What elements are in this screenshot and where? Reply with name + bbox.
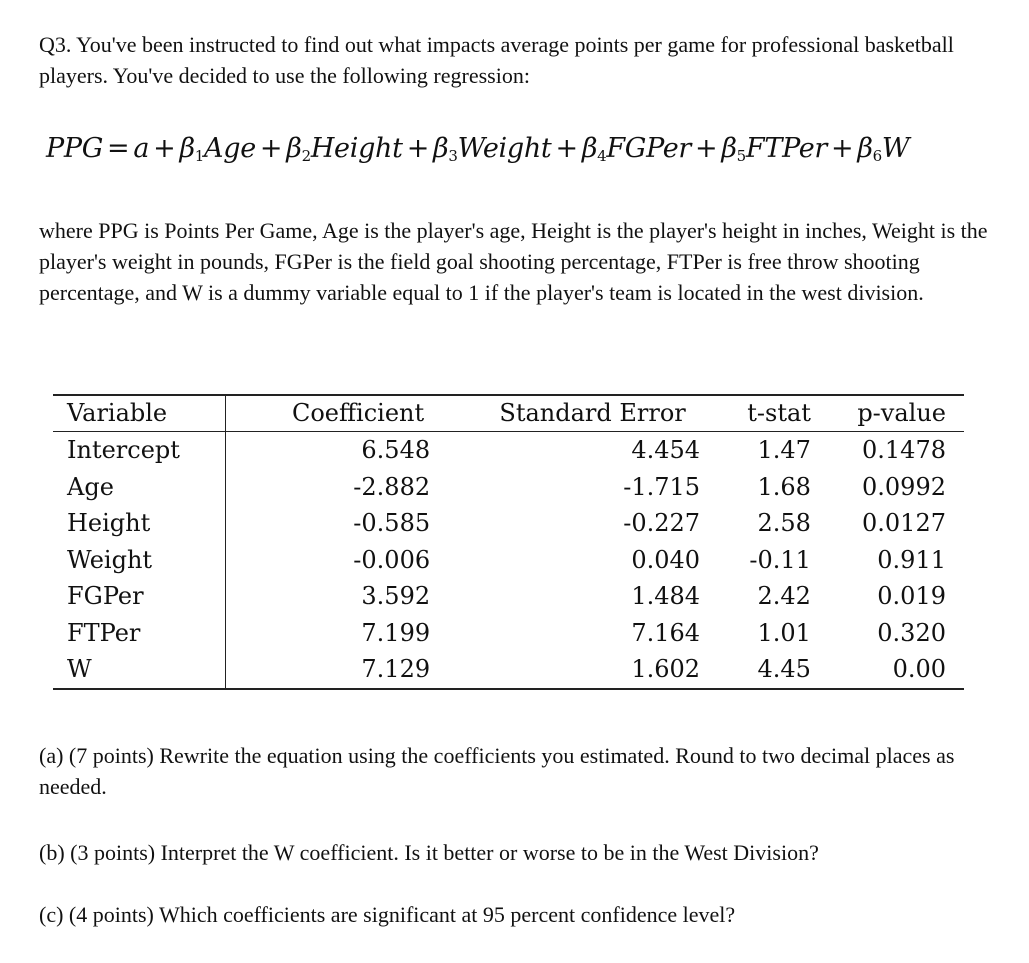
regression-table <box>53 394 964 690</box>
cell-variable: Age <box>53 469 225 506</box>
cell-standard-error: 1.602 <box>631 655 701 683</box>
cell-standard-error: 4.454 <box>631 436 701 464</box>
equation-lhs: PPG <box>46 133 104 164</box>
cell-coefficient: -0.585 <box>353 509 431 537</box>
cell-coefficient: 7.199 <box>361 618 431 647</box>
equation-var-height: Height <box>310 133 403 164</box>
cell-standard-error: 0.040 <box>631 545 701 574</box>
equation-var-ftper: FTPer <box>745 133 828 164</box>
part-a-question: (a) (7 points) Rewrite the equation using the coefficients you estimated. Round to two decimal places as needed. <box>39 743 955 799</box>
cell-p-value: 0.0127 <box>862 509 946 537</box>
header-variable: Variable <box>53 395 225 432</box>
header-p-value: p-value <box>857 399 946 427</box>
table-row <box>53 432 964 469</box>
header-coefficient: Coefficient <box>291 399 425 427</box>
cell-t-stat: 1.68 <box>757 472 811 501</box>
part-b-question: (b) (3 points) Interpret the W coefficient. Is it better or worse to be in the West Division? <box>39 840 819 865</box>
equation-var-fgper: FGPer <box>606 133 692 164</box>
equation-var-age: Age <box>204 133 256 164</box>
cell-p-value: 0.00 <box>892 655 946 683</box>
cell-p-value: 0.911 <box>877 545 946 574</box>
equation-subscript: 5 <box>736 147 746 165</box>
equation-subscript: 1 <box>194 147 205 165</box>
equation-beta: β <box>433 133 449 164</box>
equation-beta: β <box>286 133 302 164</box>
table-row <box>53 615 964 652</box>
cell-variable: FTPer <box>53 615 225 652</box>
question-intro: Q3. You've been instructed to find out what impacts average points per game for professional basketball players. You've decided to use the following regression: <box>39 32 954 88</box>
equation-subscript: 4 <box>597 147 607 165</box>
cell-variable: Intercept <box>53 432 225 469</box>
equation-subscript: 6 <box>872 147 882 165</box>
cell-coefficient: 7.129 <box>361 655 431 683</box>
table-row <box>53 469 964 506</box>
table-row <box>53 578 964 615</box>
cell-standard-error: -1.715 <box>623 472 701 501</box>
cell-standard-error: 1.484 <box>631 582 701 610</box>
variable-definitions: where PPG is Points Per Game, Age is the player's age, Height is the player's height in inches, Weight is the player's weight in pounds, FGPer is the field goal shooting percentage, FTPer is free throw shooting percentage, and W is a dummy variable equal to 1 if the player's team is located in the west division. <box>39 218 988 305</box>
table-row <box>53 542 964 579</box>
equation-subscript: 3 <box>448 147 458 165</box>
equation-beta: β <box>721 133 737 164</box>
cell-p-value: 0.019 <box>877 582 946 610</box>
cell-t-stat: 1.47 <box>757 436 811 464</box>
equation-term-intercept: a <box>133 133 150 164</box>
equation-var-w: W <box>881 133 910 164</box>
cell-variable: Height <box>53 505 225 542</box>
cell-variable: FGPer <box>53 578 225 615</box>
cell-t-stat: 4.45 <box>757 655 811 683</box>
cell-standard-error: 7.164 <box>631 618 701 647</box>
cell-t-stat: 2.42 <box>757 582 811 610</box>
regression-equation: PPG = $a + \beta_1Age$ + $\beta_2Height$ + $\beta_3Weight$ + $\beta_4FGPer$ + $\beta_5FTPer + \beta_6W$ <box>46 133 910 165</box>
header-t-stat: t-stat <box>747 399 811 427</box>
cell-coefficient: 3.592 <box>361 582 431 610</box>
cell-t-stat: 2.58 <box>757 509 811 537</box>
equation-beta: β <box>179 133 195 164</box>
cell-t-stat: -0.11 <box>749 545 811 574</box>
cell-coefficient: 6.548 <box>361 436 431 464</box>
cell-variable: W <box>53 651 225 689</box>
cell-p-value: 0.320 <box>877 618 946 647</box>
table-row <box>53 651 964 689</box>
table-header-row <box>53 395 964 432</box>
cell-p-value: 0.0992 <box>862 472 946 501</box>
cell-standard-error: -0.227 <box>623 509 701 537</box>
cell-coefficient: -0.006 <box>353 545 431 574</box>
table-row <box>53 505 964 542</box>
equation-var-weight: Weight <box>457 133 552 164</box>
cell-coefficient: -2.882 <box>353 472 431 501</box>
equation-subscript: 2 <box>301 147 311 165</box>
cell-t-stat: 1.01 <box>757 618 811 647</box>
cell-p-value: 0.1478 <box>862 436 946 464</box>
cell-variable: Weight <box>53 542 225 579</box>
part-c-question: (c) (4 points) Which coefficients are significant at 95 percent confidence level? <box>39 902 736 927</box>
equation-beta: β <box>581 133 598 164</box>
header-standard-error: Standard Error <box>499 399 686 427</box>
equation-beta: β <box>857 133 873 164</box>
